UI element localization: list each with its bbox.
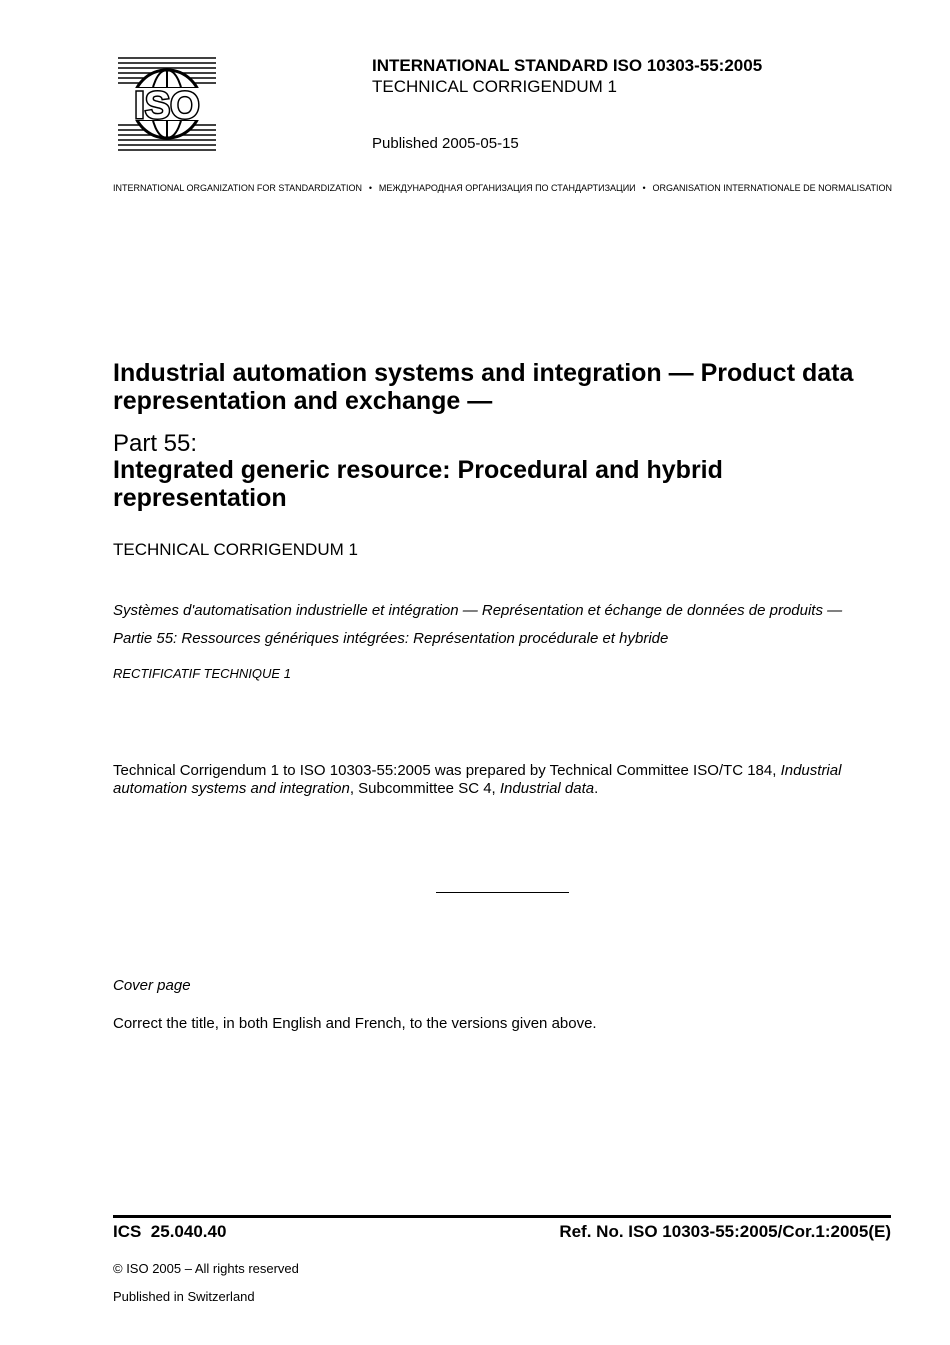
published-in: Published in Switzerland xyxy=(113,1289,255,1304)
part-number: Part 55: xyxy=(113,430,198,457)
iso-logo-text: ISO xyxy=(134,85,200,127)
organization-line xyxy=(113,183,892,193)
correction-instruction: Correct the title, in both English and French, to the versions given above. xyxy=(113,1015,597,1032)
preparation-statement xyxy=(113,762,895,798)
standard-subtitle: TECHNICAL CORRIGENDUM 1 xyxy=(372,77,617,96)
reference-number: Ref. No. ISO 10303-55:2005/Cor.1:2005(E) xyxy=(559,1222,891,1241)
main-title: Industrial automation systems and integration — Product data representation and exchange — xyxy=(113,359,854,415)
published-date: Published 2005-05-15 xyxy=(372,135,519,152)
footer-rule xyxy=(113,1215,891,1218)
part-title: Integrated generic resource: Procedural and hybrid representation xyxy=(113,456,723,512)
prep-text-3: . xyxy=(594,780,599,797)
org-name-russian: МЕЖДУНАРОДНАЯ ОРГАНИЗАЦИЯ ПО СТАНДАРТИЗАЦИИ xyxy=(378,183,636,193)
corrigendum-label: TECHNICAL CORRIGENDUM 1 xyxy=(113,540,358,559)
prep-text-2: , Subcommittee SC 4, xyxy=(349,780,500,797)
org-name-french: ORGANISATION INTERNATIONALE DE NORMALISATION xyxy=(652,183,892,193)
french-title-part: Partie 55: Ressources génériques intégrées: Représentation procédurale et hybride xyxy=(113,630,669,647)
copyright-notice: © ISO 2005 – All rights reserved xyxy=(113,1261,299,1276)
bullet-icon: • xyxy=(642,183,646,193)
ics-code: ICS 25.040.40 xyxy=(113,1222,227,1241)
separator-line xyxy=(436,892,569,893)
standard-title: INTERNATIONAL STANDARD ISO 10303-55:2005 xyxy=(372,56,763,75)
french-title-main: Systèmes d'automatisation industrielle et intégration — Représentation et échange de données de produits — xyxy=(113,602,843,619)
prep-subcommittee-name: Industrial data xyxy=(499,780,595,797)
prep-text-1: Technical Corrigendum 1 to ISO 10303-55:2005 was prepared by Technical Committee ISO/TC 184, xyxy=(113,762,781,779)
french-corrigendum-label: RECTIFICATIF TECHNIQUE 1 xyxy=(113,666,291,681)
section-label: Cover page xyxy=(113,977,191,994)
iso-logo xyxy=(118,56,216,152)
org-name-english: INTERNATIONAL ORGANIZATION FOR STANDARDIZATION xyxy=(113,183,363,193)
bullet-icon: • xyxy=(368,183,372,193)
prep-committee-name: Industrial automation systems and integration xyxy=(113,762,842,797)
